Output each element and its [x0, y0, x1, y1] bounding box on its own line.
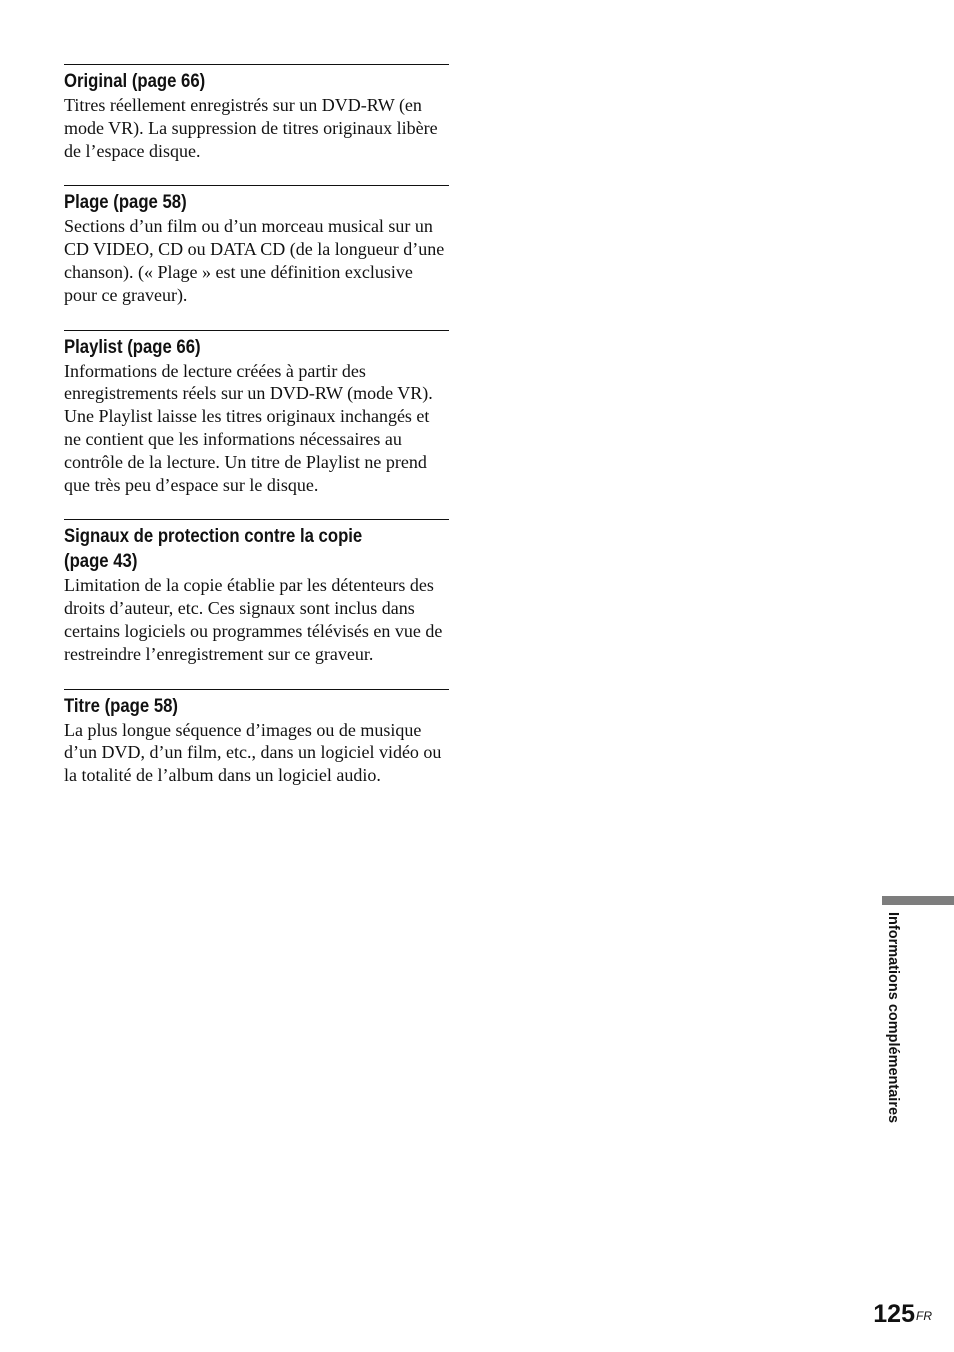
glossary-column: [64, 64, 449, 810]
entry-description: Sections d’un film ou d’un morceau musical sur un CD VIDEO, CD ou DATA CD (de la longueur d’une chanson). (« Plage » est une définition exclusive pour ce graveur).: [64, 216, 445, 305]
page-number: [873, 1300, 932, 1328]
entry-description: Limitation de la copie établie par les détenteurs des droits d’auteur, etc. Ces signaux sont inclus dans certains logiciels ou programmes télévisés en vue de restreindre l’enregistrement sur ce graveur.: [64, 575, 443, 664]
page-number-value: 125: [873, 1300, 915, 1328]
entry-title: Original (page 66): [64, 71, 206, 92]
entry-description: Informations de lecture créées à partir des enregistrements réels sur un DVD-RW (mode VR). Une Playlist laisse les titres originaux inchangés et ne contient que les informations nécessaires au contrôle de la lecture. Un titre de Playlist ne prend que très peu d’espace sur le disque.: [64, 360, 433, 495]
entry-title: Titre (page 58): [64, 695, 178, 717]
entry-description: La plus longue séquence d’images ou de musique d’un DVD, d’un film, etc., dans un logiciel vidéo ou la totalité de l’album dans un logiciel audio.: [64, 719, 442, 786]
entry-description: Titres réellement enregistrés sur un DVD-RW (en mode VR). La suppression de titres originaux libère de l’espace disque.: [64, 95, 438, 161]
entry-title: Signaux de protection contre la copie (page 43): [64, 526, 363, 573]
glossary-entry-playlist: [64, 330, 449, 497]
glossary-entry-original: [64, 64, 449, 162]
section-tab-bar: [882, 896, 954, 905]
page-number-suffix: FR: [916, 1309, 932, 1323]
glossary-entry-plage: [64, 185, 449, 306]
entry-title: Plage (page 58): [64, 192, 187, 214]
section-tab-label: Informations complémentaires: [885, 912, 901, 1124]
entry-title: Playlist (page 66): [64, 336, 201, 358]
glossary-entry-copy-protection: [64, 519, 449, 665]
glossary-entry-titre: [64, 689, 449, 787]
